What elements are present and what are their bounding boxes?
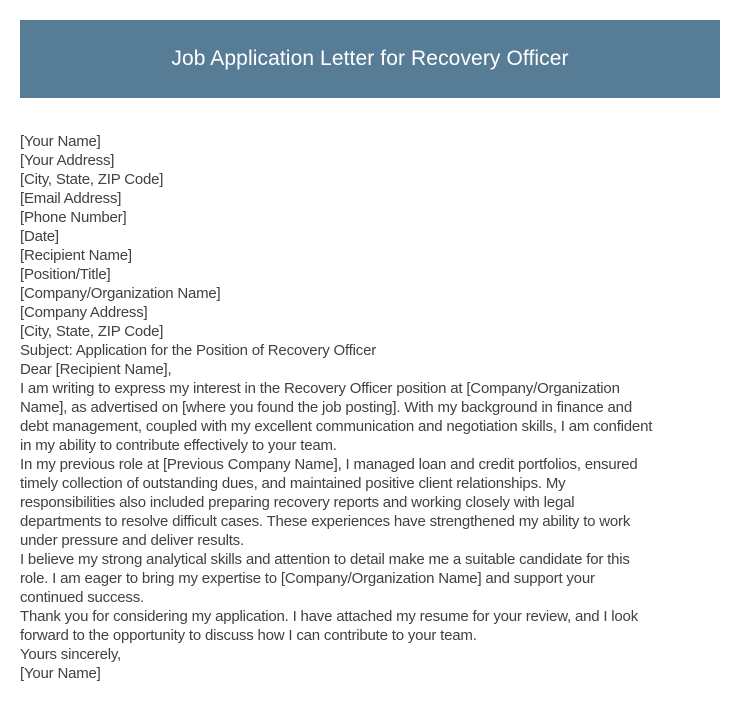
body-line: responsibilities also included preparing recovery reports and working closely with legal: [20, 494, 575, 511]
body-line: debt management, coupled with my excellent communication and negotiation skills, I am confident: [20, 418, 653, 435]
body-line: forward to the opportunity to discuss how I can contribute to your team.: [20, 627, 477, 644]
body-line: I am writing to express my interest in the Recovery Officer position at [Company/Organization: [20, 380, 620, 397]
closing-line: Yours sincerely,: [20, 646, 122, 663]
body-line: Thank you for considering my application. I have attached my resume for your review, and I look: [20, 608, 638, 625]
body-line: under pressure and deliver results.: [20, 532, 244, 549]
sender-email-line: [Email Address]: [20, 190, 122, 207]
title-banner: [20, 20, 720, 98]
body-line: in my ability to contribute effectively to your team.: [20, 437, 337, 454]
sender-name-line: [Your Name]: [20, 133, 101, 150]
sender-phone-line: [Phone Number]: [20, 209, 127, 226]
body-line: continued success.: [20, 589, 144, 606]
letter-body: [20, 132, 732, 683]
body-line: role. I am eager to bring my expertise to [Company/Organization Name] and support your: [20, 570, 595, 587]
signature-line: [Your Name]: [20, 665, 101, 682]
date-line: [Date]: [20, 228, 59, 245]
recipient-name-line: [Recipient Name]: [20, 247, 132, 264]
body-line: I believe my strong analytical skills and attention to detail make me a suitable candidate for this: [20, 551, 630, 568]
sender-address-line: [Your Address]: [20, 152, 115, 169]
subject-line: Subject: Application for the Position of Recovery Officer: [20, 342, 377, 359]
recipient-city-line: [City, State, ZIP Code]: [20, 323, 164, 340]
recipient-position-line: [Position/Title]: [20, 266, 111, 283]
recipient-company-line: [Company/Organization Name]: [20, 285, 221, 302]
page-title: Job Application Letter for Recovery Officer: [171, 47, 569, 70]
body-line: departments to resolve difficult cases. These experiences have strengthened my ability to work: [20, 513, 631, 530]
recipient-address-line: [Company Address]: [20, 304, 148, 321]
salutation-line: Dear [Recipient Name],: [20, 361, 172, 378]
body-line: In my previous role at [Previous Company Name], I managed loan and credit portfolios, ensured: [20, 456, 638, 473]
body-line: Name], as advertised on [where you found the job posting]. With my background in finance and: [20, 399, 632, 416]
sender-city-line: [City, State, ZIP Code]: [20, 171, 164, 188]
body-line: timely collection of outstanding dues, and maintained positive client relationships. My: [20, 475, 566, 492]
